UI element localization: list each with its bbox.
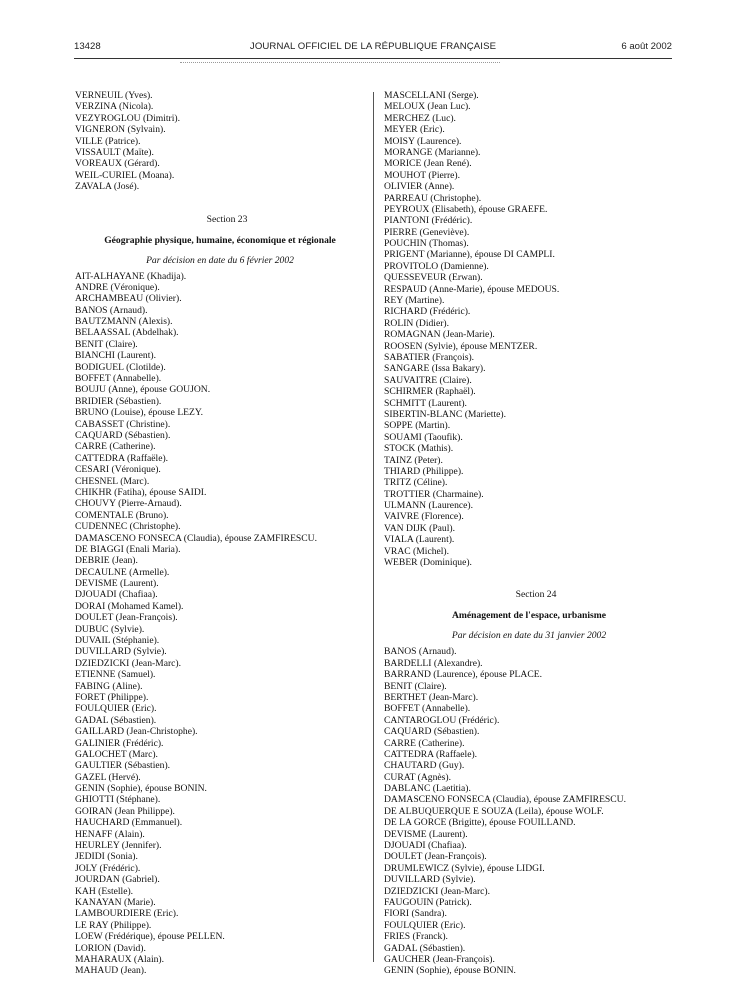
name-entry: TRITZ (Céline). — [384, 477, 448, 489]
name-entry: PROVITOLO (Damienne). — [384, 260, 489, 272]
name-entry: GENIN (Sophie), épouse BONIN. — [384, 965, 516, 977]
name-entry: MAHARAUX (Alain). — [75, 953, 164, 965]
name-entry: VIGNERON (Sylvain). — [75, 124, 166, 136]
name-entry: FORET (Philippe). — [75, 691, 149, 703]
name-entry: SOPPE (Martin). — [384, 420, 451, 432]
name-entry: DJOUADI (Chafiaa). — [384, 840, 467, 852]
name-entry: MEYER (Eric). — [384, 124, 445, 136]
name-entry: BELAASSAL (Abdelhak). — [75, 327, 179, 339]
name-entry: VIALA (Laurent). — [384, 534, 455, 546]
name-entry: DE ALBUQUERQUE E SOUZA (Leila), épouse WOLF. — [384, 805, 604, 817]
name-entry: SAUVAITRE (Claire). — [384, 374, 472, 386]
name-entry: ULMANN (Laurence). — [384, 500, 473, 512]
name-entry: SOUAMI (Taoufik). — [384, 431, 463, 443]
name-entry: BOFFET (Annabelle). — [75, 373, 162, 385]
section-title: Géographie physique, humaine, économique et régionale — [104, 234, 336, 246]
name-entry: VERNEUIL (Yves). — [75, 90, 153, 101]
name-entry: STOCK (Mathis). — [384, 443, 454, 455]
name-entry: DORAI (Mohamed Kamel). — [75, 600, 184, 612]
name-entry: DUVILLARD (Sylvie). — [384, 874, 476, 886]
name-entry: FABING (Aline). — [75, 680, 143, 692]
name-entry: PRIGENT (Marianne), épouse DI CAMPLI. — [384, 249, 555, 261]
page-header — [74, 41, 672, 55]
name-entry: JEDIDI (Sonia). — [75, 851, 138, 863]
name-entry: GALINIER (Frédéric). — [75, 737, 164, 749]
name-entry: POUCHIN (Thomas). — [384, 238, 469, 250]
name-entry: BODIGUEL (Clotilde). — [75, 361, 166, 373]
name-entry: CARRE (Catherine). — [75, 441, 156, 453]
name-entry: CATTEDRA (Raffaele). — [384, 748, 478, 760]
name-entry: BRIDIER (Sébastien). — [75, 395, 162, 407]
name-entry: HENAFF (Alain). — [75, 828, 145, 840]
name-entry: GAILLARD (Jean-Christophe). — [75, 726, 198, 738]
name-entry: WEIL-CURIEL (Moana). — [75, 169, 175, 181]
name-entry: SANGARE (Issa Bakary). — [384, 363, 486, 375]
name-entry: RICHARD (Frédéric). — [384, 306, 471, 318]
name-entry: PIANTONI (Frédéric). — [384, 215, 473, 227]
name-entry: HEURLEY (Jennifer). — [75, 840, 162, 852]
name-entry: DZIEDZICKI (Jean-Marc). — [75, 657, 182, 669]
name-list-continued — [384, 90, 674, 568]
name-entry: FOULQUIER (Eric). — [75, 703, 157, 715]
name-entry: VEZYROGLOU (Dimitri). — [75, 112, 180, 124]
name-entry: BANOS (Arnaud). — [384, 646, 457, 658]
name-entry: LOEW (Frédérique), épouse PELLEN. — [75, 931, 225, 943]
name-entry: BOFFET (Annabelle). — [384, 703, 471, 715]
name-entry: VISSAULT (Maïte). — [75, 146, 154, 158]
name-entry: BIANCHI (Laurent). — [75, 350, 156, 362]
name-entry: DOULET (Jean-François). — [75, 612, 178, 624]
decision-date: Par décision en date du 6 février 2002 — [146, 254, 294, 266]
name-entry: GAULTIER (Sébastien). — [75, 760, 171, 772]
section-name-list — [75, 271, 365, 977]
name-entry: ANDRE (Véronique). — [75, 281, 160, 293]
name-entry: REY (Martine). — [384, 295, 445, 307]
name-entry: DOULET (Jean-François). — [384, 851, 487, 863]
journal-title: JOURNAL OFFICIEL DE LA RÉPUBLIQUE FRANÇAISE — [249, 41, 497, 52]
name-entry: CANTAROGLOU (Frédéric). — [384, 714, 500, 726]
name-entry: MORANGE (Marianne). — [384, 146, 481, 158]
name-entry: CHAUTARD (Guy). — [384, 760, 465, 772]
name-entry: DEVISME (Laurent). — [384, 828, 468, 840]
name-entry: BERTHET (Jean-Marc). — [384, 691, 479, 703]
name-entry: PIERRE (Geneviève). — [384, 226, 470, 238]
name-entry: GAUCHER (Jean-François). — [384, 953, 495, 965]
name-entry: CAQUARD (Sébastien). — [75, 429, 171, 441]
publication-date: 6 août 2002 — [621, 41, 672, 52]
name-entry: BARRAND (Laurence), épouse PLACE. — [384, 669, 542, 681]
name-entry: ARCHAMBEAU (Olivier). — [75, 293, 182, 305]
name-entry: TAINZ (Peter). — [384, 454, 443, 466]
name-entry: FAUGOUIN (Patrick). — [384, 897, 472, 908]
name-entry: ZAVALA (José). — [75, 181, 140, 193]
name-entry: DABLANC (Laetitia). — [384, 783, 471, 795]
name-entry: KAH (Estelle). — [75, 885, 134, 897]
name-entry: DUVILLARD (Sylvie). — [75, 646, 167, 658]
name-entry: DRUMLEWICZ (Sylvie), épouse LIDGI. — [384, 862, 545, 874]
name-entry: BARDELLI (Alexandre). — [384, 657, 483, 669]
name-entry: CHOUVY (Pierre-Arnaud). — [75, 498, 182, 510]
name-entry: ETIENNE (Samuel). — [75, 669, 156, 681]
name-entry: DE BIAGGI (Enali Maria). — [75, 543, 181, 555]
name-entry: PEYROUX (Elisabeth), épouse GRAEFE. — [384, 203, 548, 215]
name-entry: SABATIER (François). — [384, 351, 475, 363]
name-entry: COMENTALE (Bruno). — [75, 509, 169, 521]
name-entry: CESARI (Véronique). — [75, 464, 161, 476]
name-entry: BAUTZMANN (Alexis). — [75, 316, 173, 328]
name-entry: MOISY (Laurence). — [384, 135, 462, 147]
name-entry: FRIES (Franck). — [384, 931, 448, 943]
decision-date: Par décision en date du 31 janvier 2002 — [451, 630, 607, 642]
name-entry: MORICE (Jean René). — [384, 158, 472, 170]
name-entry: SCHIRMER (Raphaël). — [384, 386, 476, 398]
name-entry: GALOCHET (Marc). — [75, 748, 158, 760]
name-entry: MELOUX (Jean Luc). — [384, 101, 471, 113]
page-number: 13428 — [74, 41, 101, 52]
name-entry: DECAULNE (Armelle). — [75, 566, 170, 578]
name-entry: DAMASCENO FONSECA (Claudia), épouse ZAMFIRESCU. — [384, 794, 626, 806]
header-dotted-rule — [180, 62, 500, 63]
name-entry: RESPAUD (Anne-Marie), épouse MEDOUS. — [384, 283, 560, 295]
column-divider — [373, 92, 374, 962]
name-list-continued — [75, 90, 365, 193]
name-entry: BENIT (Claire). — [384, 680, 447, 692]
section-name-list — [384, 646, 674, 976]
name-entry: CHIKHR (Fatiha), épouse SAIDI. — [75, 486, 207, 498]
name-entry: DAMASCENO FONSECA (Claudia), épouse ZAMFIRESCU. — [75, 532, 317, 544]
name-entry: BRUNO (Louise), épouse LEZY. — [75, 407, 203, 419]
name-entry: KANAYAN (Marie). — [75, 897, 156, 908]
name-entry: LE RAY (Philippe). — [75, 919, 152, 931]
name-entry: GADAL (Sébastien). — [75, 714, 157, 726]
name-entry: BANOS (Arnaud). — [75, 304, 148, 316]
name-entry: TROTTIER (Charmaine). — [384, 488, 484, 500]
name-entry: SIBERTIN-BLANC (Mariette). — [384, 408, 506, 420]
name-entry: OLIVIER (Anne). — [384, 181, 455, 193]
name-entry: BENIT (Claire). — [75, 338, 138, 350]
name-entry: CABASSET (Christine). — [75, 418, 171, 430]
name-entry: CHESNEL (Marc). — [75, 475, 150, 487]
name-entry: VOREAUX (Gérard). — [75, 158, 160, 170]
name-entry: DE LA GORCE (Brigitte), épouse FOUILLAND. — [384, 817, 576, 829]
name-entry: ROLIN (Didier). — [384, 317, 450, 329]
name-entry: MOUHOT (Pierre). — [384, 169, 461, 181]
name-entry: HAUCHARD (Emmanuel). — [75, 817, 183, 829]
right-column — [384, 90, 674, 977]
section-title: Aménagement de l'espace, urbanisme — [451, 610, 606, 622]
name-entry: DEVISME (Laurent). — [75, 578, 159, 590]
section-label: Section 23 — [206, 213, 248, 225]
name-entry: FIORI (Sandra). — [384, 908, 447, 920]
name-entry: CURAT (Agnès). — [384, 771, 451, 783]
name-entry: THIARD (Philippe). — [384, 465, 464, 477]
header-rule — [74, 58, 672, 59]
name-entry: LAMBOURDIERE (Eric). — [75, 908, 179, 920]
name-entry: JOURDAN (Gabriel). — [75, 874, 160, 886]
name-entry: DUBUC (Sylvie). — [75, 623, 145, 635]
name-entry: JOLY (Frédéric). — [75, 862, 141, 874]
name-entry: GENIN (Sophie), épouse BONIN. — [75, 783, 207, 795]
name-entry: SCHMITT (Laurent). — [384, 397, 467, 409]
name-entry: CATTEDRA (Raffaële). — [75, 452, 169, 464]
name-entry: VILLE (Patrice). — [75, 135, 141, 147]
name-entry: PARREAU (Christophe). — [384, 192, 482, 204]
name-entry: QUESSEVEUR (Erwan). — [384, 272, 483, 284]
name-entry: GHIOTTI (Stéphane). — [75, 794, 161, 806]
name-entry: CAQUARD (Sébastien). — [384, 726, 480, 738]
name-entry: CUDENNEC (Christophe). — [75, 521, 181, 533]
name-entry: VRAC (Michel). — [384, 545, 450, 557]
name-entry: WEBER (Dominique). — [384, 557, 472, 569]
name-entry: CARRE (Catherine). — [384, 737, 465, 749]
name-entry: VAIVRE (Florence). — [384, 511, 464, 523]
name-entry: MASCELLANI (Serge). — [384, 90, 479, 101]
name-entry: LORION (David). — [75, 942, 146, 954]
name-entry: FOULQUIER (Eric). — [384, 919, 466, 931]
name-entry: DZIEDZICKI (Jean-Marc). — [384, 885, 491, 897]
name-entry: BOUJU (Anne), épouse GOUJON. — [75, 384, 211, 396]
name-entry: GAZEL (Hervé). — [75, 771, 141, 783]
name-entry: ROOSEN (Sylvie), épouse MENTZER. — [384, 340, 538, 352]
name-entry: DEBRIE (Jean). — [75, 555, 138, 567]
name-entry: DJOUADI (Chafiaa). — [75, 589, 158, 601]
name-entry: GOIRAN (Jean Philippe). — [75, 805, 175, 817]
name-entry: MAHAUD (Jean). — [75, 965, 147, 977]
name-entry: MERCHEZ (Luc). — [384, 112, 456, 124]
left-column — [75, 90, 365, 977]
name-entry: ROMAGNAN (Jean-Marie). — [384, 329, 495, 341]
name-entry: VAN DIJK (Paul). — [384, 522, 455, 534]
name-entry: GADAL (Sébastien). — [384, 942, 466, 954]
name-entry: VERZINA (Nicola). — [75, 101, 154, 113]
name-entry: AIT-ALHAYANE (Khadija). — [75, 270, 187, 282]
section-label: Section 24 — [515, 589, 557, 601]
name-entry: DUVAIL (Stéphanie). — [75, 635, 160, 647]
